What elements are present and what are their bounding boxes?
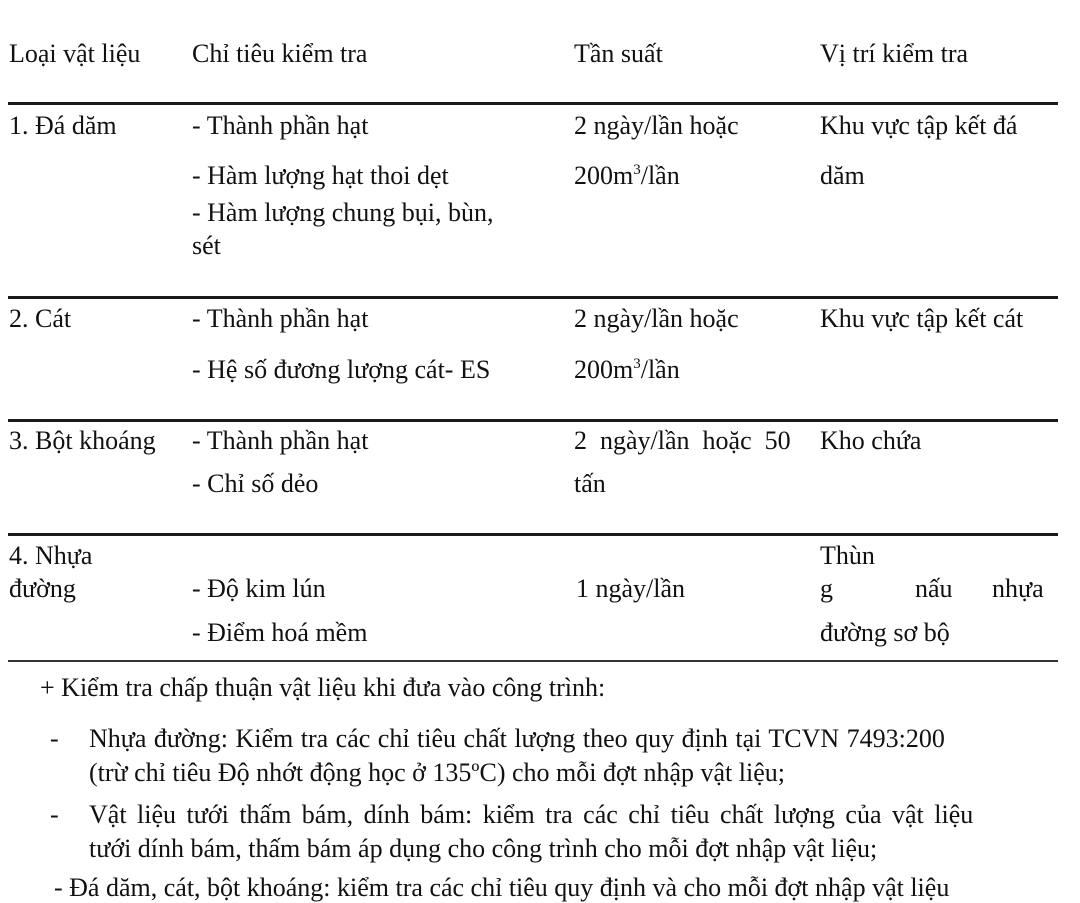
row-criteria-line: - Thành phần hạt xyxy=(192,426,369,455)
row-location-line: nấu xyxy=(915,574,953,603)
row-location-line: đường sơ bộ xyxy=(820,618,950,647)
row-material: 2. Cát xyxy=(9,304,72,333)
row-location-line: Khu vực tập kết cát xyxy=(820,304,1024,333)
row-criteria-line: - Thành phần hạt xyxy=(192,111,369,140)
table-rule xyxy=(8,533,1058,536)
header-material: Loại vật liệu xyxy=(9,39,141,68)
row-frequency-line: tấn xyxy=(574,469,606,498)
bullet-line: Vật liệu tưới thấm bám, dính bám: kiểm tra các chỉ tiêu chất lượng của vật liệu xyxy=(89,800,974,829)
bullet-marker: - xyxy=(50,800,59,829)
row-location-line: Kho chứa xyxy=(820,426,922,455)
row-location-line: dăm xyxy=(820,161,865,190)
table-rule-bottom xyxy=(8,660,1058,662)
row-material: 1. Đá dăm xyxy=(9,111,117,140)
bullet-marker: - xyxy=(50,724,59,753)
row-location-line: Thùn xyxy=(820,541,875,570)
row-frequency-line: 2 ngày/lần hoặc 50 xyxy=(574,426,791,455)
row-criteria-line: - Chỉ số dẻo xyxy=(192,469,319,498)
header-location: Vị trí kiểm tra xyxy=(820,39,969,68)
row-criteria-line: - Hàm lượng chung bụi, bùn, xyxy=(192,198,494,227)
row-criteria-line: - Độ kim lún xyxy=(192,574,326,603)
header-criteria: Chỉ tiêu kiểm tra xyxy=(192,39,368,68)
row-criteria-line: - Thành phần hạt xyxy=(192,304,369,333)
table-rule-header xyxy=(8,102,1058,105)
row-frequency-line: $200m^3$/lần xyxy=(574,161,680,190)
bullet-line: (trừ chỉ tiêu Độ nhớt động học ở 135ºC) cho mỗi đợt nhập vật liệu; xyxy=(89,758,785,787)
row-frequency-line: 2 ngày/lần hoặc xyxy=(574,111,739,140)
row-criteria-line: - Hệ số đương lượng cát- ES xyxy=(192,355,491,384)
row-material-line: đường xyxy=(9,574,76,603)
intro-paragraph: + Kiểm tra chấp thuận vật liệu khi đưa vào công trình: xyxy=(40,673,606,702)
row-material-line: 4. Nhựa xyxy=(9,541,93,570)
row-criteria-line: sét xyxy=(192,231,221,260)
cutoff-paragraph: - Đá dăm, cát, bột khoáng: kiểm tra các chỉ tiêu quy định và cho mỗi đợt nhập vật liệu xyxy=(54,873,950,902)
row-criteria-line: - Hàm lượng hạt thoi dẹt xyxy=(192,161,449,190)
row-location-line: g xyxy=(820,574,833,603)
header-frequency: Tần suất xyxy=(574,39,663,68)
row-frequency-line: 2 ngày/lần hoặc xyxy=(574,304,739,333)
row-location-line: nhựa xyxy=(992,574,1044,603)
table-rule xyxy=(8,419,1058,422)
row-material: 3. Bột khoáng xyxy=(9,426,156,455)
table-rule xyxy=(8,296,1058,299)
row-location-line: Khu vực tập kết đá xyxy=(820,111,1018,140)
row-criteria-line: - Điểm hoá mềm xyxy=(192,618,368,647)
bullet-line: tưới dính bám, thấm bám áp dụng cho công trình cho mỗi đợt nhập vật liệu; xyxy=(89,834,878,863)
row-frequency-line: 1 ngày/lần xyxy=(576,574,686,603)
bullet-line: Nhựa đường: Kiểm tra các chỉ tiêu chất lượng theo quy định tại TCVN 7493:200 xyxy=(89,724,945,753)
row-frequency-line: $200m^3$/lần xyxy=(574,355,680,384)
